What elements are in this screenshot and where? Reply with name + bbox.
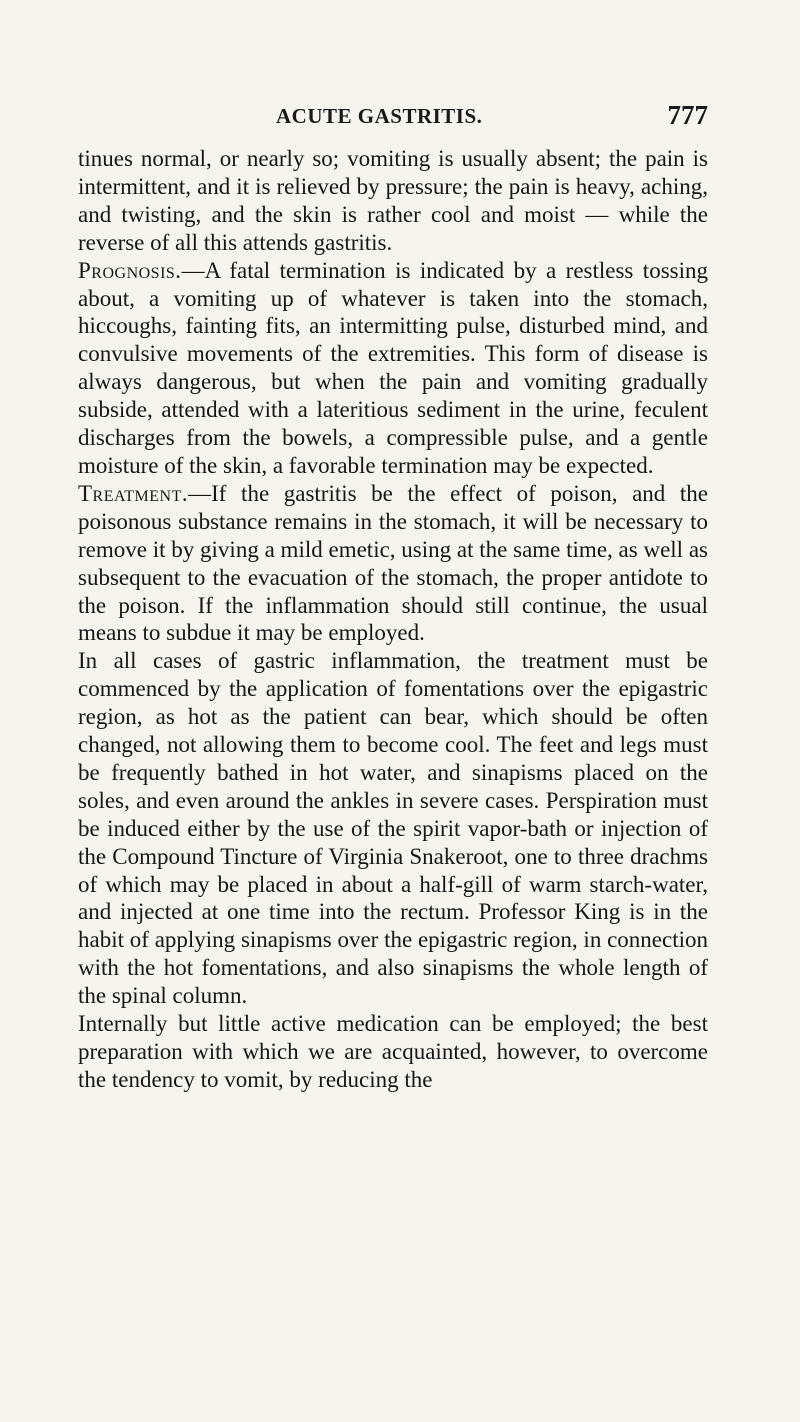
page-header bbox=[78, 100, 708, 134]
page-number: 777 bbox=[667, 100, 708, 130]
running-head: ACUTE GASTRITIS. bbox=[276, 104, 483, 128]
section-heading-prognosis: Prognosis. bbox=[78, 257, 182, 283]
paragraph-text: —A fatal termination is indicated by a restless tossing about, a vomiting up of whatever is taken into the stomach, hiccoughs, fainting fits, an intermitting pulse, disturbed mind, and convulsive movements of the extremities. This form of disease is always dangerous, but when the pain and vomiting gradually subside, attended with a lateritious sediment in the urine, feculent discharges from the bowels, a compressible pulse, and a gentle moisture of the skin, a favorable termination may be expected. bbox=[78, 257, 708, 478]
body-text bbox=[78, 145, 708, 1094]
paragraph-prognosis bbox=[78, 257, 708, 480]
paragraph-continuation bbox=[78, 145, 708, 257]
paragraph-text: tinues normal, or nearly so; vomiting is usually absent; the pain is intermittent, and it is relieved by pressure; the pain is heavy, aching, and twisting, and the skin is rather cool and moist — while the reverse of all this attends gastritis. bbox=[78, 146, 708, 255]
paragraph-internal-medication bbox=[78, 1010, 708, 1094]
paragraph-gastric-inflammation bbox=[78, 647, 708, 1010]
paragraph-treatment bbox=[78, 480, 708, 647]
paragraph-text: Internally but little active medication can be employed; the best preparation with which we are acquainted, however, to overcome the tendency to vomit, by reducing the bbox=[78, 1011, 708, 1092]
paragraph-text: —If the gastritis be the effect of poison, and the poisonous substance remains in the stomach, it will be necessary to remove it by giving a mild emetic, using at the same time, as well as subsequent to the evacuation of the stomach, the proper antidote to the poison. If the inflammation should still continue, the usual means to subdue it may be employed. bbox=[78, 480, 708, 646]
paragraph-text: In all cases of gastric inflammation, the treatment must be commenced by the application of fomentations over the epigastric region, as hot as the patient can bear, which should be often changed, not allowing them to become cool. The feet and legs must be frequently bathed in hot water, and sinapisms placed on the soles, and even around the ankles in severe cases. Perspiration must be induced either by the use of the spirit vapor-bath or injection of the Compound Tincture of Virginia Snakeroot, one to three drachms of which may be placed in about a half-gill of warm starch-water, and injected at one time into the rectum. Professor King is in the habit of applying sinapisms over the epigastric region, in connection with the hot fomentations, and also sinapisms the whole length of the spinal column. bbox=[78, 648, 708, 1009]
section-heading-treatment: Treatment. bbox=[78, 480, 189, 506]
